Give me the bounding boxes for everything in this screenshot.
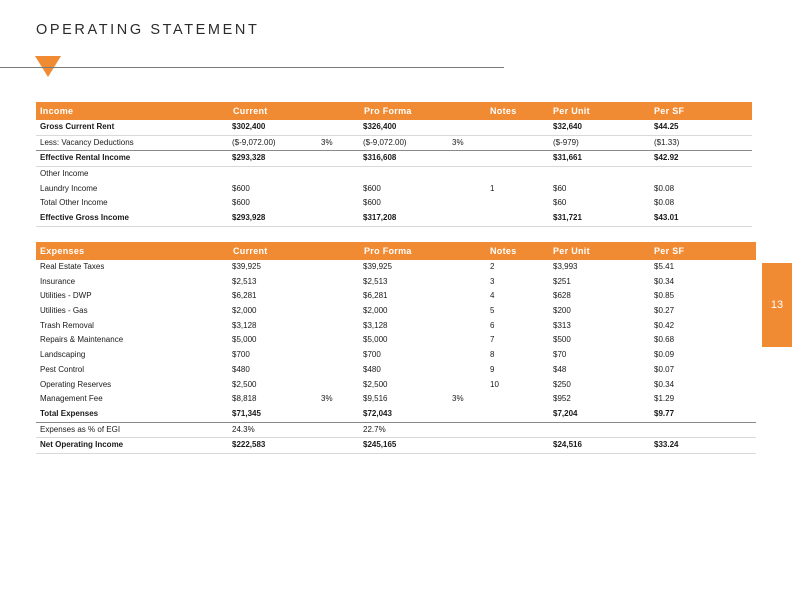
table-row [36,407,756,423]
per-sf-value: $0.68 [654,335,675,345]
current-value: $2,513 [232,276,257,286]
per-unit-value: $250 [553,379,571,389]
per-sf-value: $0.27 [654,306,675,316]
current-value: 24.3% [232,424,255,434]
expenses-col-per-unit: Per Unit [553,246,590,256]
pro-forma-value: $72,043 [363,408,392,418]
per-sf-value: $42.92 [654,153,679,163]
per-unit-value: $24,516 [553,440,582,450]
row-label: Utilities - Gas [40,306,88,316]
per-sf-value: $44.25 [654,122,679,131]
per-unit-value: $32,640 [553,122,582,131]
current-value: $302,400 [232,122,266,131]
expenses-col-per-sf: Per SF [654,246,685,256]
per-sf-value: $0.09 [654,350,675,360]
per-sf-value: $0.07 [654,364,675,374]
table-row [36,333,756,348]
per-unit-value: $60 [553,198,567,208]
page-number-tab [762,263,792,347]
page-number: 13 [770,299,784,311]
table-row [36,348,756,363]
per-sf-value: ($1.33) [654,137,680,147]
pro-forma-value: $39,925 [363,262,392,271]
row-label: Effective Rental Income [40,153,131,163]
current-value: $222,583 [232,440,266,450]
table-row [36,392,756,407]
income-table [36,102,752,227]
note-number: 6 [490,320,495,330]
per-unit-value: $48 [553,364,567,374]
row-label: Insurance [40,276,76,286]
income-col-notes: Notes [490,106,517,116]
table-row [36,289,756,304]
per-sf-value: $0.08 [654,183,675,193]
current-value: ($-9,072.00) [232,137,276,147]
expenses-header-row [36,242,756,260]
pro-forma-value: $5,000 [363,335,388,345]
row-label: Trash Removal [40,320,94,330]
current-value: $480 [232,364,250,374]
income-col-label: Income [40,106,74,116]
pro-forma-value: $6,281 [363,291,388,301]
note-number: 7 [490,335,495,345]
table-row [36,275,756,290]
table-row [36,438,756,454]
pro-forma-value: $480 [363,364,381,374]
income-col-current: Current [233,106,268,116]
row-label: Laundry Income [40,183,98,193]
table-row [36,151,752,167]
note-number: 3 [490,276,495,286]
pro-forma-value: 22.7% [363,424,386,434]
per-unit-value: $7,204 [553,408,578,418]
row-label: Total Expenses [40,408,99,418]
row-label: Landscaping [40,350,86,360]
per-unit-value: $60 [553,183,567,193]
per-sf-value: $9.77 [654,408,675,418]
current-value: $6,281 [232,291,257,301]
pro-forma-value: $326,400 [363,122,397,131]
per-unit-value: $70 [553,350,567,360]
row-label: Real Estate Taxes [40,262,105,271]
current-value: $600 [232,198,250,208]
pro-forma-value: $9,516 [363,394,388,404]
note-number: 5 [490,306,495,316]
row-label: Pest Control [40,364,85,374]
pro-forma-value: $2,513 [363,276,388,286]
per-sf-value: $5.41 [654,262,675,271]
per-sf-value: $33.24 [654,440,679,450]
per-unit-value: $3,993 [553,262,578,271]
per-sf-value: $0.42 [654,320,675,330]
table-row [36,363,756,378]
current-value: $71,345 [232,408,261,418]
row-label: Expenses as % of EGI [40,424,121,434]
per-unit-value: ($-979) [553,137,579,147]
pro-forma-value: $600 [363,198,381,208]
current-value: $600 [232,183,250,193]
page-title: OPERATING STATEMENT [36,22,260,38]
table-row [36,182,752,197]
pro-forma-value: $600 [363,183,381,193]
row-label: Total Other Income [40,198,108,208]
pro-forma-value: $700 [363,350,381,360]
row-label: Other Income [40,169,89,179]
current-value: $3,128 [232,320,257,330]
current-value: $2,000 [232,306,257,316]
table-row [36,260,756,275]
expenses-col-current: Current [233,246,268,256]
per-unit-value: $952 [553,394,571,404]
pro-forma-value: $317,208 [363,213,397,223]
table-row [36,167,752,182]
note-number: 2 [490,262,495,271]
current-value: $39,925 [232,262,261,271]
income-col-per-sf: Per SF [654,106,685,116]
table-row [36,378,756,393]
current-percent: 3% [321,137,333,147]
note-number: 10 [490,379,499,389]
table-row [36,196,752,211]
per-unit-value: $628 [553,291,571,301]
per-sf-value: $0.08 [654,198,675,208]
table-row [36,120,752,136]
note-number: 4 [490,291,495,301]
per-sf-value: $0.34 [654,276,675,286]
current-value: $293,328 [232,153,266,163]
title-divider [0,67,504,68]
pro-forma-value: $3,128 [363,320,388,330]
current-percent: 3% [321,394,333,404]
row-label: Gross Current Rent [40,122,115,131]
row-label: Operating Reserves [40,379,112,389]
per-unit-value: $500 [553,335,571,345]
per-unit-value: $251 [553,276,571,286]
expenses-col-notes: Notes [490,246,517,256]
note-number: 9 [490,364,495,374]
expenses-table [36,242,756,454]
per-sf-value: $0.34 [654,379,675,389]
table-row [36,319,756,334]
per-sf-value: $0.85 [654,291,675,301]
row-label: Utilities - DWP [40,291,92,301]
table-row [36,211,752,227]
pro-forma-value: $316,608 [363,153,397,163]
pro-forma-percent: 3% [452,137,464,147]
income-col-pro-forma: Pro Forma [364,106,412,116]
pro-forma-value: $2,000 [363,306,388,316]
table-row [36,423,756,439]
per-sf-value: $43.01 [654,213,679,223]
per-unit-value: $31,721 [553,213,582,223]
current-value: $293,928 [232,213,266,223]
per-unit-value: $200 [553,306,571,316]
row-label: Management Fee [40,394,103,404]
income-col-per-unit: Per Unit [553,106,590,116]
row-label: Repairs & Maintenance [40,335,124,345]
row-label: Less: Vacancy Deductions [40,137,134,147]
note-number: 8 [490,350,495,360]
current-value: $700 [232,350,250,360]
per-unit-value: $31,661 [553,153,582,163]
current-value: $5,000 [232,335,257,345]
current-value: $2,500 [232,379,257,389]
income-header-row [36,102,752,120]
per-unit-value: $313 [553,320,571,330]
table-row [36,136,752,152]
current-value: $8,818 [232,394,257,404]
pro-forma-value: $2,500 [363,379,388,389]
pro-forma-percent: 3% [452,394,464,404]
table-row [36,304,756,319]
expenses-col-pro-forma: Pro Forma [364,246,412,256]
pro-forma-value: ($-9,072.00) [363,137,407,147]
note-number: 1 [490,183,495,193]
expenses-col-label: Expenses [40,246,85,256]
pro-forma-value: $245,165 [363,440,397,450]
row-label: Effective Gross Income [40,213,129,223]
row-label: Net Operating Income [40,440,124,450]
per-sf-value: $1.29 [654,394,675,404]
